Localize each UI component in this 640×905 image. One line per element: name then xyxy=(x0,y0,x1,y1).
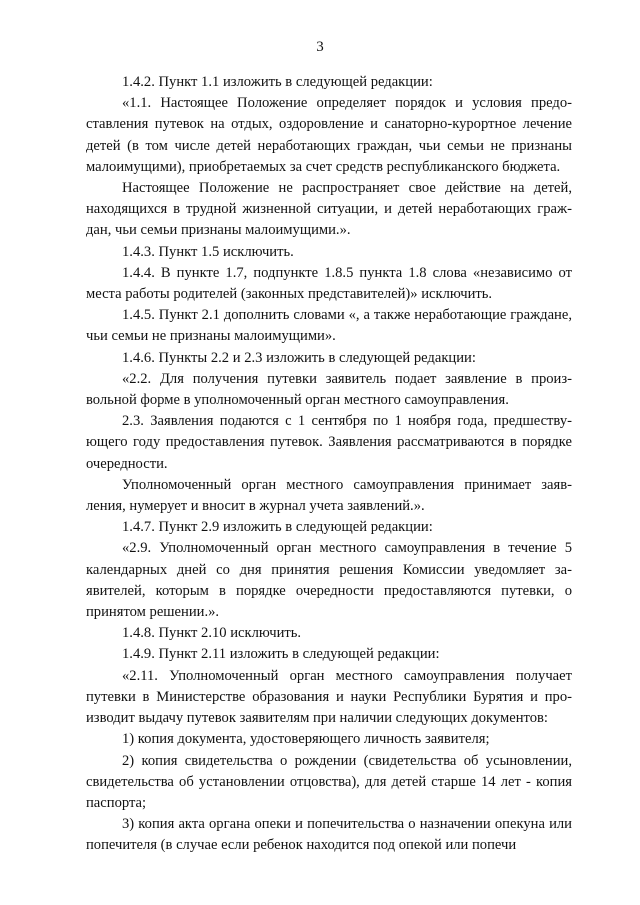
paragraph-1-4-5: 1.4.5. Пункт 2.1 дополнить словами «, а также неработающие граждане, чьи семьи не признаны малоимущими». xyxy=(86,307,572,345)
paragraph-1-4-9: 1.4.9. Пункт 2.11 изложить в следующей редакции: xyxy=(122,646,440,663)
paragraph-registration: Уполномоченный орган местного самоуправления принимает заявления, нумерует и вносит в журнал учета заявлений.». xyxy=(86,476,572,515)
paragraph-quote-2-11: «2.11. Уполномоченный орган местного самоуправления получает путевки в Министерстве образования и науки Республики Бурятия и производит выдачу путевок заявителям при наличии следующих документов: xyxy=(86,667,572,727)
paragraph-quote-2-2: «2.2. Для получения путевки заявитель подает заявление в произвольной форме в уполномоченный орган местного самоуправления. xyxy=(86,370,572,409)
document-body xyxy=(86,72,572,857)
paragraph-quote-2-3: 2.3. Заявления подаются с 1 сентября по 1 ноября года, предшествующего году предоставления путевок. Заявления рассматриваются в порядке очередности. xyxy=(86,413,572,472)
list-item-3: 3) копия акта органа опеки и попечительства о назначении опекуна или попечителя (в случае если ребенок находится под опекой или попечи xyxy=(86,816,572,854)
paragraph-scope-note: Настоящее Положение не распространяет свое действие на детей, находящихся в трудной жизненной ситуации, и детей неработающих граждан, чьи семьи признаны малоимущими.». xyxy=(86,180,572,239)
page-number: 3 xyxy=(316,39,324,55)
paragraph-1-4-4: 1.4.4. В пункте 1.7, подпункте 1.8.5 пункта 1.8 слова «независимо от места работы родителей (законных представителей)» исключить. xyxy=(86,264,572,303)
paragraph-1-4-7: 1.4.7. Пункт 2.9 изложить в следующей редакции: xyxy=(122,519,433,536)
list-item-2: 2) копия свидетельства о рождении (свидетельства об усыновлении, свидетельства об установлении отцовства), для детей старше 14 лет - копия паспорта; xyxy=(86,752,572,811)
paragraph-1-4-8: 1.4.8. Пункт 2.10 исключить. xyxy=(122,625,302,642)
paragraph-1-4-3: 1.4.3. Пункт 1.5 исключить. xyxy=(122,243,294,260)
paragraph-quote-1-1: «1.1. Настоящее Положение определяет порядок и условия предоставления путевок на отдых, оздоровление и санаторно-курортное лечение детей (в том числе детей неработающих граждан, чьи семьи не признаны малоимущими), приобретаемых за счет средств республиканского бюджета. xyxy=(86,95,572,175)
paragraph-1-4-6: 1.4.6. Пункты 2.2 и 2.3 изложить в следующей редакции: xyxy=(122,349,476,366)
list-item-1: 1) копия документа, удостоверяющего личность заявителя; xyxy=(122,731,490,748)
paragraph-quote-2-9: «2.9. Уполномоченный орган местного самоуправления в течение 5 календарных дней со дня принятия решения Комиссии уведомляет заявителей, которым в порядке очередности предоставляются путевки, о принятом решении.». xyxy=(86,540,572,621)
paragraph-1-4-2: 1.4.2. Пункт 1.1 изложить в следующей редакции: xyxy=(122,74,433,90)
